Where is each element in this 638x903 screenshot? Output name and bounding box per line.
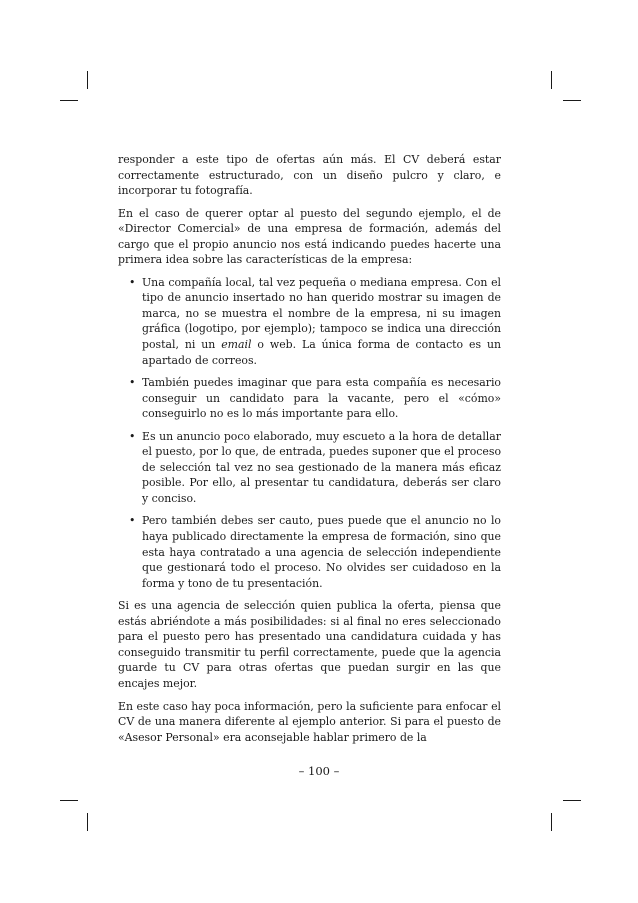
paragraph: Si es una agencia de selección quien publica la oferta, piensa que estás abriéndote a más posibilidades: si al final no eres seleccionado para el puesto pero has presentado una candidatura cuidada y has conseguido transmitir tu perfil correctamente, puede que la agencia guarde tu CV para otras ofertas que puedan surgir en las que encajes mejor.	[118, 599, 501, 690]
bullet-item	[142, 275, 501, 368]
paragraph: En el caso de querer optar al puesto del segundo ejemplo, el de «Director Comercial» de una empresa de formación, además del cargo que el propio anuncio nos está indicando puedes hacerte una primera idea sobre las características de la empresa:	[118, 206, 501, 267]
crop-mark-top-right-vertical	[551, 71, 552, 89]
bullet-item	[142, 429, 501, 507]
crop-mark-top-left-vertical	[87, 71, 88, 89]
crop-mark-bottom-left-vertical	[87, 813, 88, 831]
paragraph: responder a este tipo de ofertas aún más. El CV deberá estar correctamente estructurado, con un diseño pulcro y claro, e incorporar tu fotografía.	[118, 153, 501, 198]
bullet-item	[142, 513, 501, 591]
crop-mark-bottom-left-horizontal	[60, 800, 78, 801]
crop-mark-bottom-right-vertical	[551, 813, 552, 831]
paragraph: En este caso hay poca información, pero la suficiente para enfocar el CV de una manera diferente al ejemplo anterior. Si para el puesto de «Asesor Personal» era aconsejable hablar primero de la	[118, 699, 501, 744]
page-number: – 100 –	[298, 764, 340, 778]
bullet-text: Es un anuncio poco elaborado, muy escueto a la hora de detallar el puesto, por lo que, de entrada, puedes suponer que el proceso de selección tal vez no sea gestionado de la manera más eficaz posible. Por ello, al presentar tu candidatura, deberás ser claro y conciso.	[142, 429, 501, 505]
bullet-text: Una compañía local, tal vez pequeña o mediana empresa. Con el tipo de anuncio insertado no han querido mostrar su imagen de marca, no se muestra el nombre de la empresa, ni su imagen gráfica (logotipo, por ejemplo); tampoco se indica una dirección postal, ni un	[142, 275, 501, 352]
bullet-text: Pero también debes ser cauto, pues puede que el anuncio no lo haya publicado directamente la empresa de formación, sino que esta haya contratado a una agencia de selección independiente que gestionará todo el proceso. No olvides ser cuidadoso en la forma y tono de tu presentación.	[142, 514, 501, 590]
bullet-text: También puedes imaginar que para esta compañía es necesario conseguir un candidato para la vacante, pero el «cómo» conseguirlo no es lo más importante para ello.	[142, 376, 501, 421]
page-body	[118, 152, 501, 752]
bullet-list	[118, 275, 501, 591]
bullet-item	[142, 375, 501, 422]
crop-mark-top-left-horizontal	[60, 100, 78, 101]
crop-mark-bottom-right-horizontal	[563, 800, 581, 801]
crop-mark-top-right-horizontal	[563, 100, 581, 101]
emphasis-text: email	[221, 338, 252, 352]
bullet-text: o web. La única forma de contacto es un apartado de correos.	[142, 338, 502, 367]
